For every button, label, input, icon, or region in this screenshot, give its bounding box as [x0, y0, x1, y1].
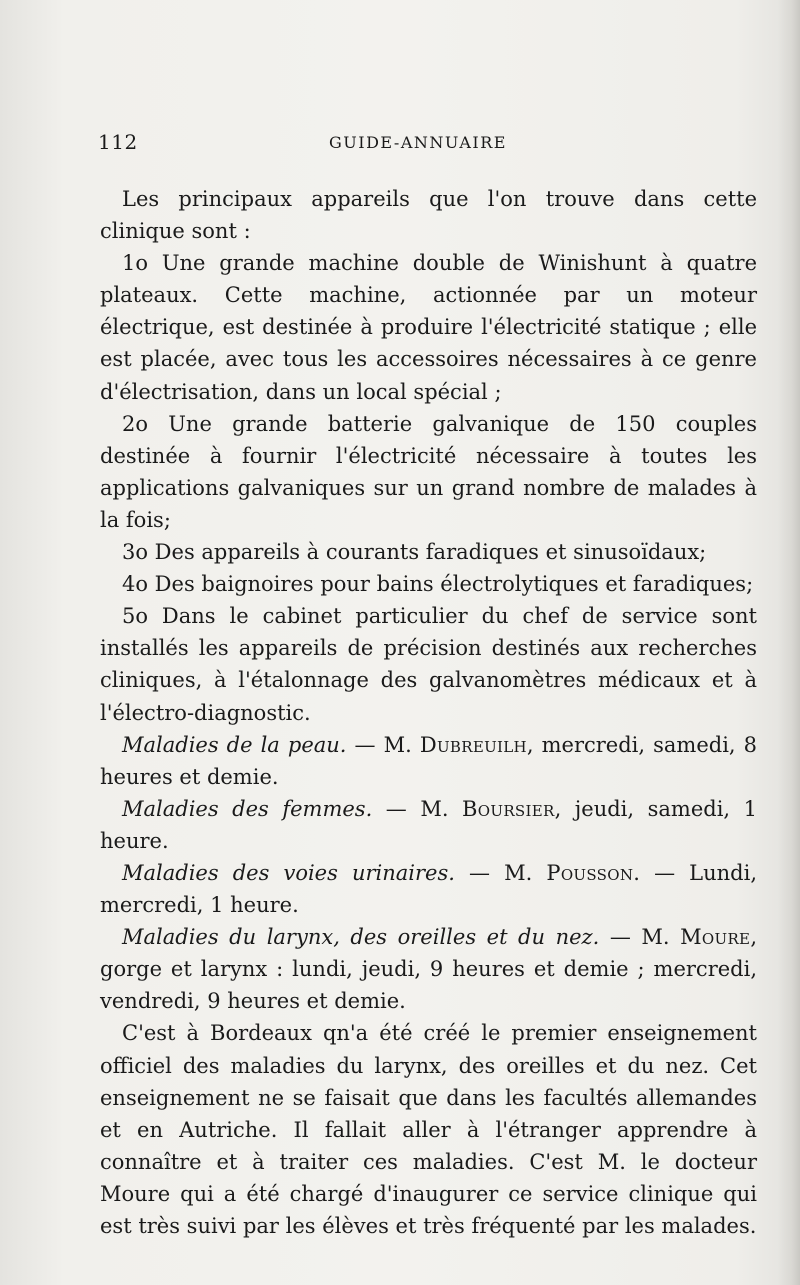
consultation-urinary — [100, 857, 757, 921]
consultation-schedule: , jeudi, samedi, 1 heure. — [100, 796, 757, 853]
paragraph-item-4: 4o Des baignoires pour bains électrolytiques et faradiques; — [122, 572, 754, 597]
consultation-dash: — M. — [454, 860, 547, 885]
page-body — [100, 183, 757, 1242]
paragraph-item-3: 3o Des appareils à courants faradiques et sinusoïdaux; — [122, 540, 707, 565]
consultation-schedule: , mercredi, samedi, 8 heures et demie. — [100, 732, 757, 789]
page-header — [98, 130, 738, 160]
consultation-dash: — M. — [599, 925, 681, 950]
consultation-schedule: , gorge et larynx : lundi, jeudi, 9 heures et demie ; mercredi, vendredi, 9 heures et demie. — [100, 925, 757, 1014]
paragraph-item-2: 2o Une grande batterie galvanique de 150 couples destinée à fournir l'électricité nécessaire à toutes les applications galvaniques sur un grand nombre de malades à la fois; — [100, 411, 757, 532]
consultation-schedule: . — Lundi, mercredi, 1 heure. — [100, 860, 757, 918]
page-edge-shadow — [778, 0, 800, 1285]
paragraph-item-5: 5o Dans le cabinet particulier du chef de service sont installés les appareils de précision destinés aux recherches cliniques, à l'étalonnage des galvanomètres médicaux et à l'électro-diagnostic. — [100, 604, 757, 725]
running-title: GUIDE-ANNUAIRE — [329, 133, 507, 152]
paragraph-intro: Les principaux appareils que l'on trouve dans cette clinique sont : — [100, 187, 757, 244]
consultation-women — [100, 793, 757, 857]
consultation-title: Maladies des voies urinaires. — [122, 860, 455, 885]
page-number: 112 — [98, 130, 138, 154]
consultation-doctor: Dubreuilh — [419, 732, 527, 757]
paragraph-closing: C'est à Bordeaux qn'a été créé le premier enseignement officiel des maladies du larynx, des oreilles et du nez. Cet enseignement ne se faisait que dans les facultés allemandes et en Autriche. Il fallait aller à l'étranger apprendre à connaître et à traiter ces maladies. C'est M. le docteur Moure qui a été chargé d'inaugurer ce service clinique qui est très suivi par les élèves et très fréquenté par les malades. — [100, 1021, 757, 1238]
consultation-title: Maladies des femmes. — [122, 796, 373, 821]
consultation-ent — [100, 921, 757, 1017]
consultation-skin — [100, 729, 757, 793]
consultation-dash: — M. — [346, 732, 420, 757]
consultation-title: Maladies du larynx, des oreilles et du nez. — [122, 925, 600, 950]
consultation-doctor: Pousson — [546, 860, 634, 885]
consultation-doctor: Boursier — [462, 796, 555, 821]
paragraph-item-1: 1o Une grande machine double de Winishunt à quatre plateaux. Cette machine, actionnée par un moteur électrique, est destinée à produire l'électricité statique ; elle est placée, avec tous les accessoires nécessaires à ce genre d'électrisation, dans un local spécial ; — [100, 251, 757, 404]
consultation-title: Maladies de la peau. — [122, 732, 347, 757]
consultation-dash: — M. — [372, 796, 463, 821]
consultation-doctor: Moure — [680, 925, 751, 950]
